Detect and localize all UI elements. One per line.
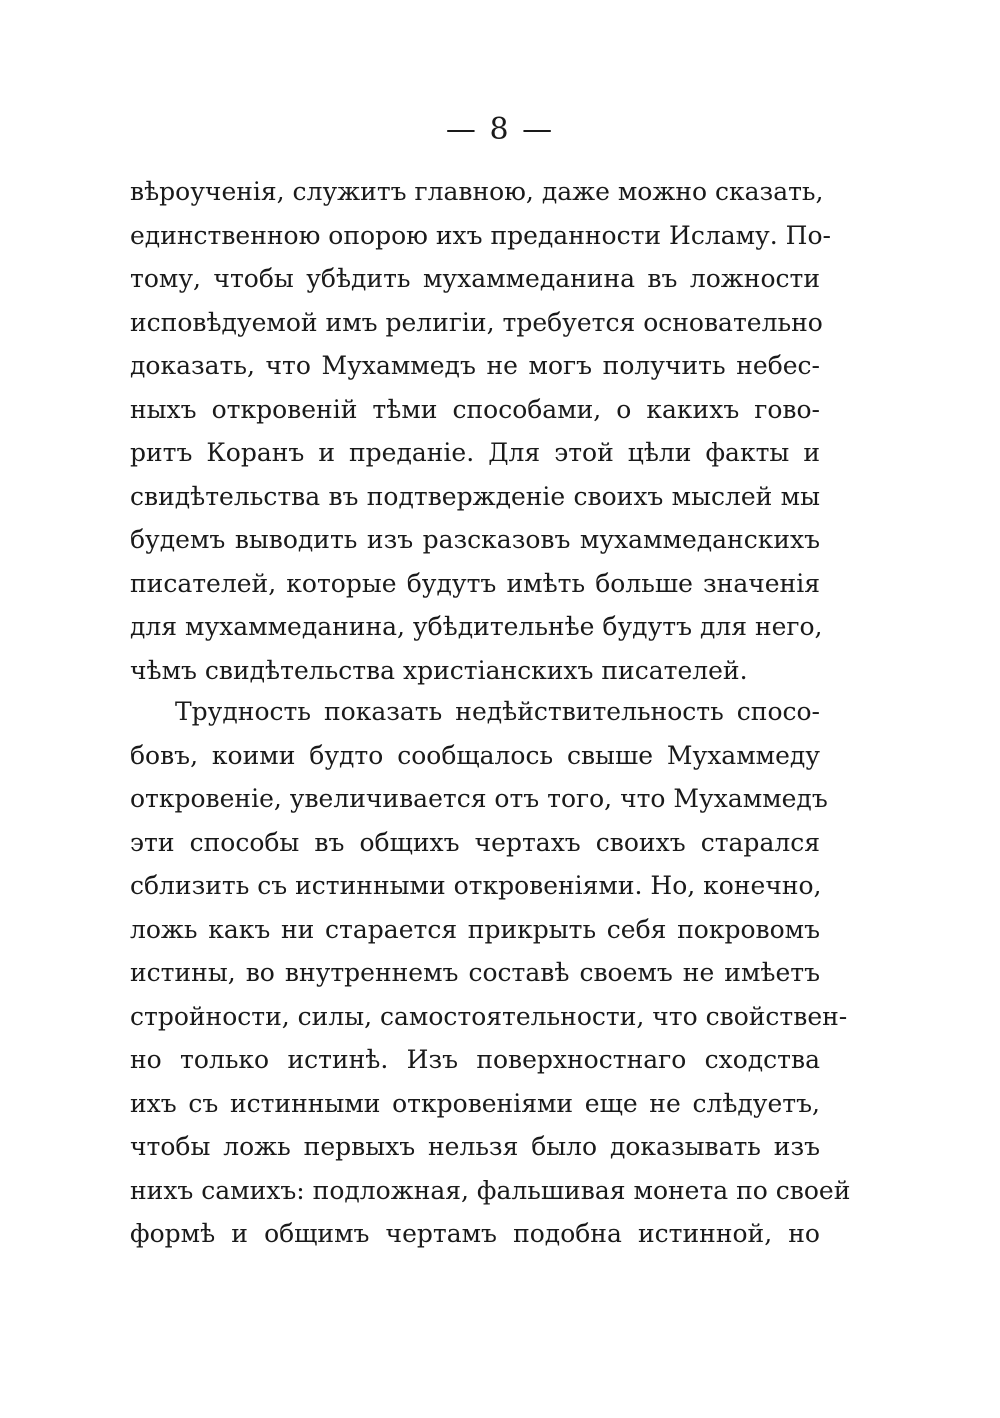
text-line: исповѣдуемой имъ религіи, требуется основательно [130,307,823,337]
text-line: свидѣтельства въ подтвержденіе своихъ мыслей мы [130,481,820,511]
text-line: ложь какъ ни старается прикрыть себя покровомъ [130,914,820,944]
text-line: истины, во внутреннемъ составѣ своемъ не имѣетъ [130,958,820,987]
text-line: откровеніе, увеличивается отъ того, что Мухаммедъ [130,784,828,813]
text-line: ныхъ откровеній тѣми способами, о какихъ гово- [130,394,820,424]
text-line: нихъ самихъ: подложная, фальшивая монета по своей [130,1175,851,1205]
text-line: ритъ Коранъ и преданіе. Для этой цѣли факты и [130,438,820,467]
text-line: Трудность показать недѣйствительность спосо- [175,697,820,726]
text-line: стройности, силы, самостоятельности, что свойствен- [130,1001,848,1031]
text-line: тому, чтобы убѣдить мухаммеданина въ ложности [130,264,820,293]
text-line: будемъ выводить изъ разсказовъ мухаммеданскихъ [130,525,820,554]
text-line: сблизить съ истинными откровеніями. Но, конечно, [130,871,822,900]
text-line: писателей, которые будутъ имѣть больше значенія [130,568,820,598]
text-line: для мухаммеданина, убѣдительнѣе будутъ для него, [130,612,823,641]
text-line: бовъ, коими будто сообщалось свыше Мухаммеду [130,740,820,770]
text-line: ихъ съ истинными откровеніями еще не слѣдуетъ, [130,1088,820,1118]
text-line: доказать, что Мухаммедъ не могъ получить небес- [130,351,820,380]
paragraph-1 [130,170,831,692]
text-line: эти способы въ общихъ чертахъ своихъ старался [130,827,820,857]
paragraph-2 [130,690,851,1256]
page-number: — 8 — [445,112,555,147]
text-line: чтобы ложь первыхъ нельзя было доказывать изъ [130,1132,820,1161]
text-line: вѣроученія, служитъ главною, даже можно сказать, [130,177,824,206]
text-line: но только истинѣ. Изъ поверхностнаго сходства [130,1045,820,1074]
text-line: формѣ и общимъ чертамъ подобна истинной, но [130,1219,820,1248]
text-line: единственною опорою ихъ преданности Исламу. По- [130,220,831,250]
text-line: чѣмъ свидѣтельства христіанскихъ писателей. [130,655,748,685]
